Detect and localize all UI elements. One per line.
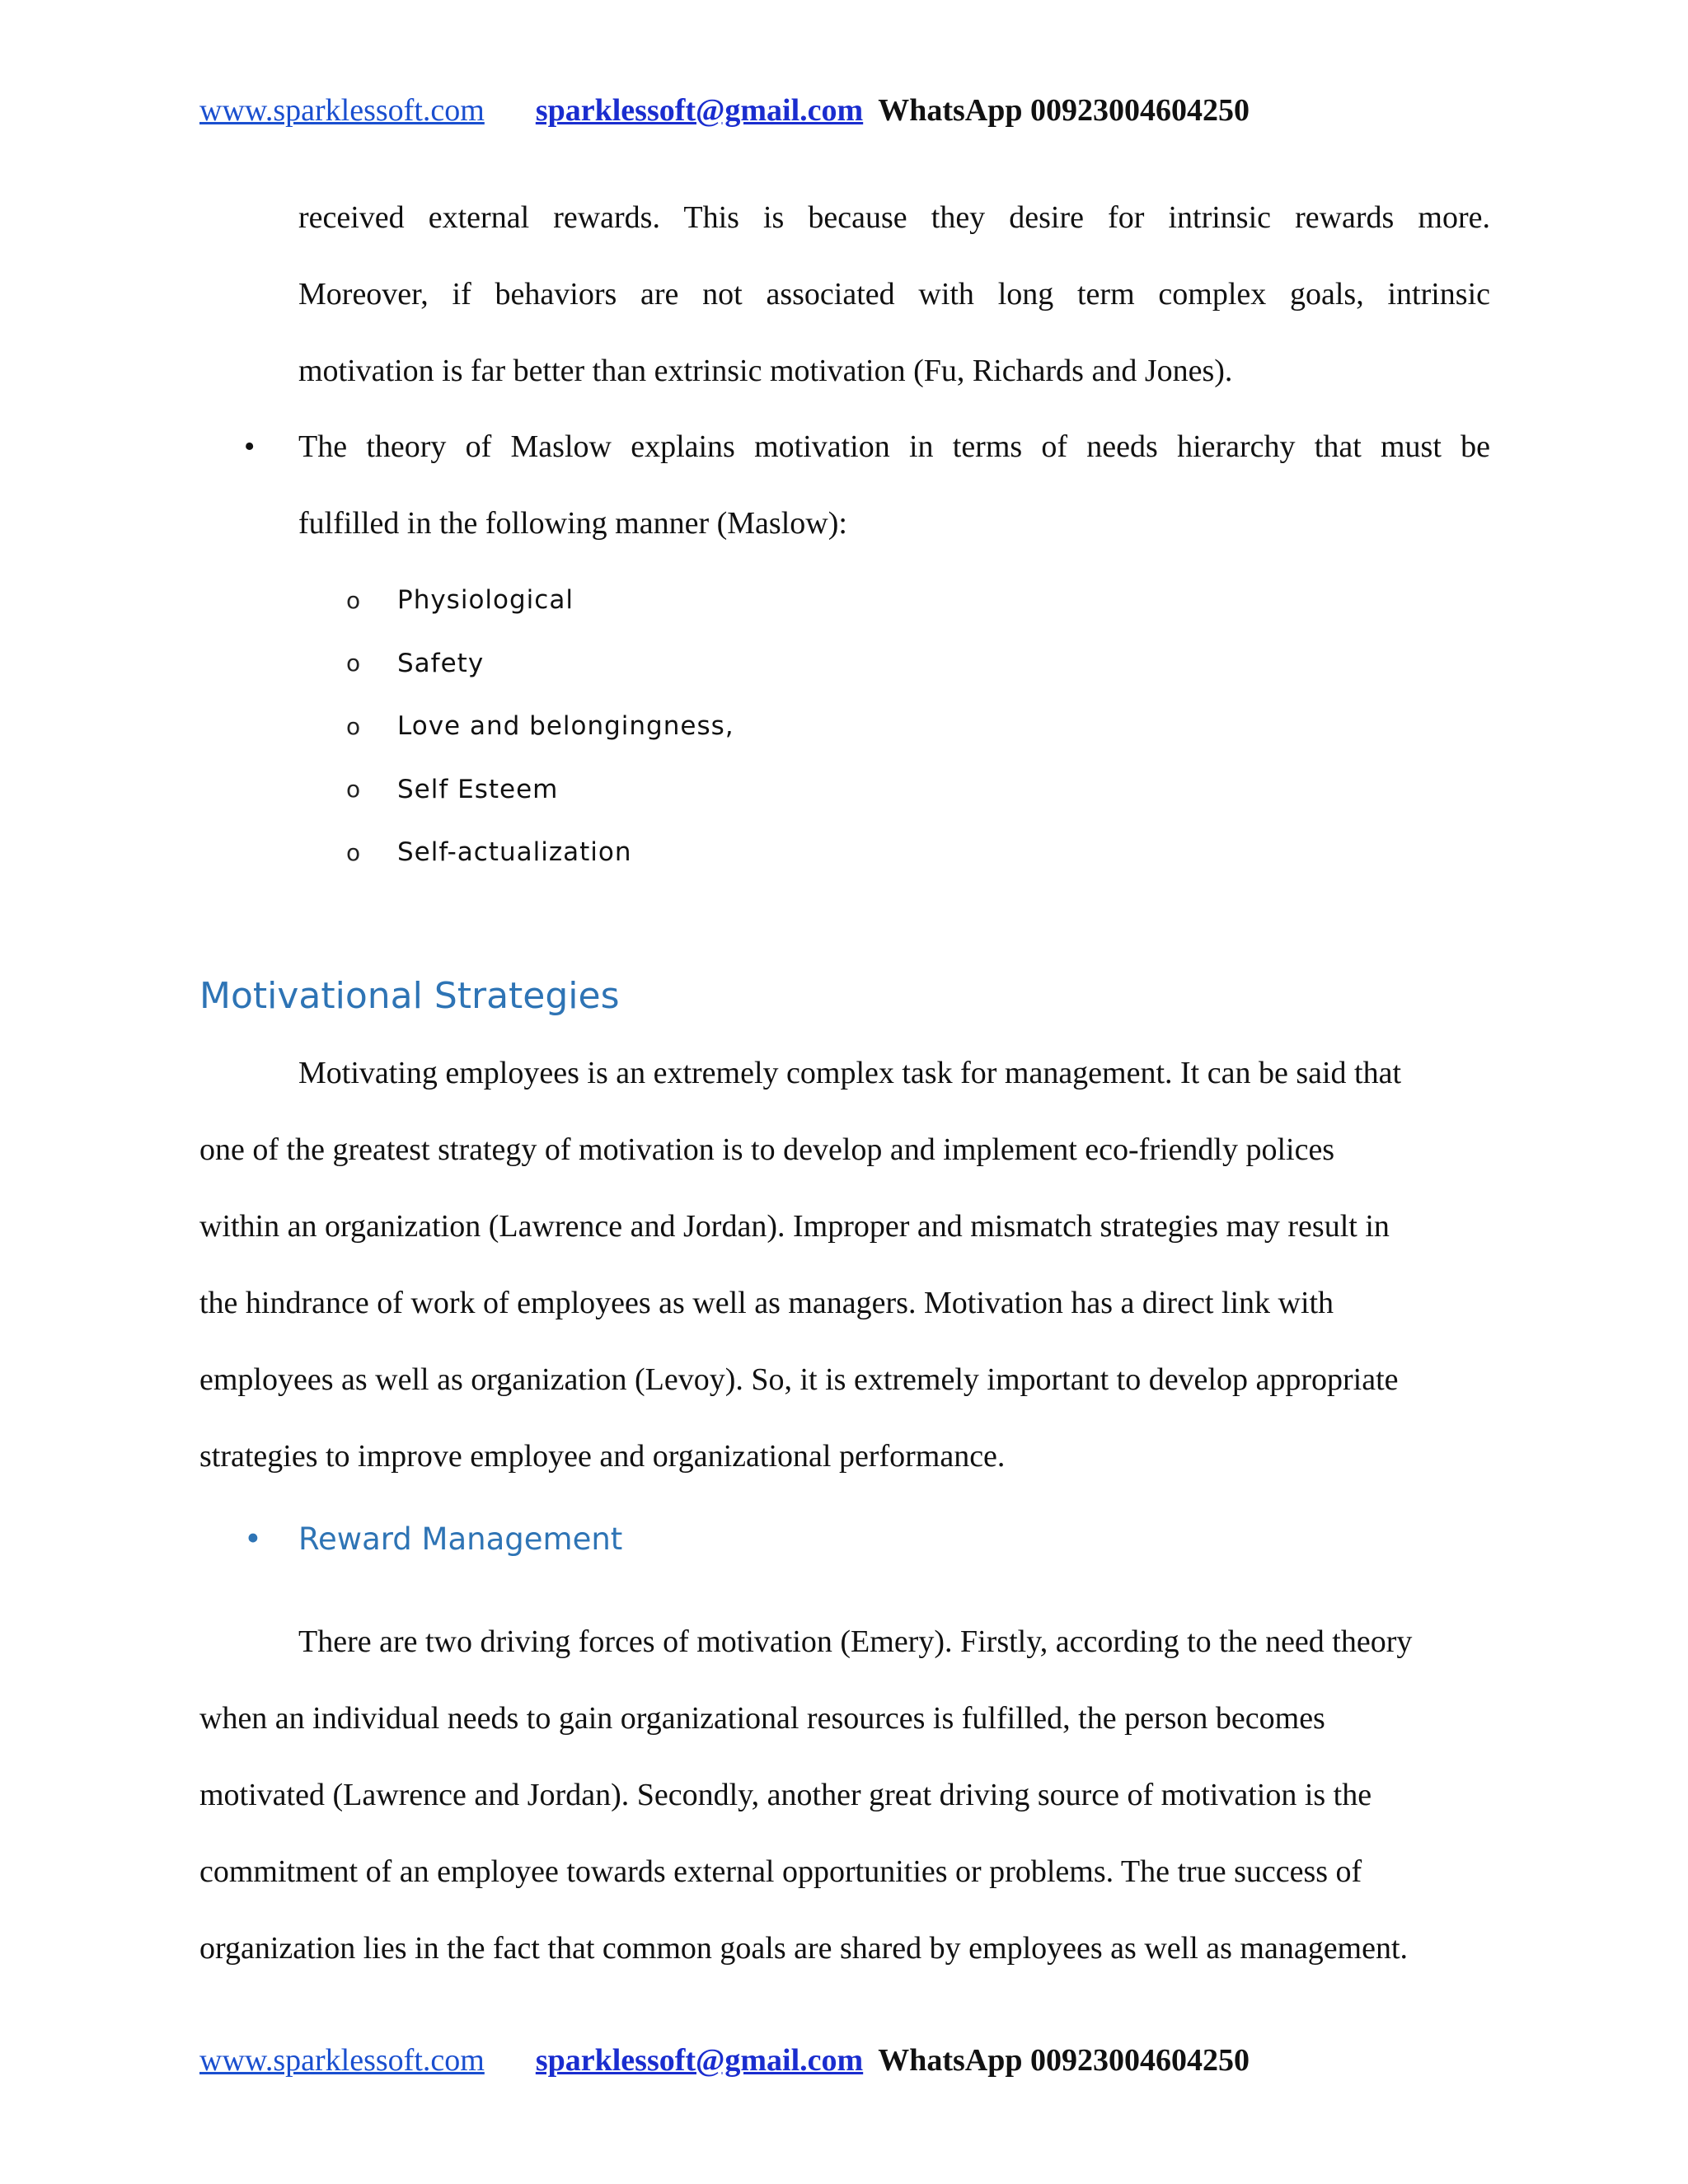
reward-line: There are two driving forces of motivation (Emery). Firstly, according to the need theory: [298, 1624, 1413, 1659]
reward-line: motivated (Lawrence and Jordan). Secondly, another great driving source of motivation is the: [199, 1778, 1372, 1812]
list-item: [346, 758, 734, 822]
maslow-line: The theory of Maslow explains motivation in terms of needs hierarchy that must be: [298, 429, 1490, 464]
circle-bullet-icon: o: [346, 776, 362, 804]
intro-line: Moreover, if behaviors are not associated with long term complex goals, intrinsic: [298, 277, 1490, 312]
strategies-line: strategies to improve employee and organizational performance.: [199, 1439, 1006, 1474]
strategies-line: the hindrance of work of employees as well as managers. Motivation has a direct link with: [199, 1286, 1334, 1320]
footer-email-link[interactable]: sparklessoft@gmail.com: [535, 2043, 864, 2078]
footer-website-link[interactable]: www.sparklessoft.com: [199, 2043, 485, 2078]
bullet-icon: •: [244, 429, 256, 464]
section-heading: Motivational Strategies: [199, 974, 620, 1017]
need-label: Self-actualization: [397, 837, 632, 868]
maslow-bullet-text: [298, 409, 1490, 562]
strategies-line: one of the greatest strategy of motivation is to develop and implement eco-friendly polices: [199, 1132, 1335, 1167]
header-email-link[interactable]: sparklessoft@gmail.com: [535, 93, 864, 128]
need-label: Love and belongingness,: [397, 711, 734, 742]
circle-bullet-icon: o: [346, 838, 362, 866]
intro-line: motivation is far better than extrinsic motivation (Fu, Richards and Jones).: [298, 354, 1233, 388]
intro-paragraph: [298, 180, 1490, 410]
header-whatsapp: WhatsApp 00923004604250: [878, 93, 1250, 128]
maslow-needs-list: [346, 569, 734, 884]
need-label: Physiological: [397, 585, 574, 616]
strategies-line: employees as well as organization (Levoy). So, it is extremely important to develop appropriate: [199, 1362, 1399, 1397]
page-header: [199, 92, 1518, 150]
reward-line: when an individual needs to gain organizational resources is fulfilled, the person becomes: [199, 1701, 1325, 1736]
reward-line: organization lies in the fact that common goals are shared by employees as well as management.: [199, 1931, 1409, 1966]
reward-paragraph: [199, 1604, 1518, 1987]
circle-bullet-icon: o: [346, 586, 362, 614]
page-footer: [199, 2042, 1518, 2100]
list-item: [346, 695, 734, 758]
circle-bullet-icon: o: [346, 712, 362, 740]
bullet-icon: •: [244, 1521, 262, 1557]
strategies-line: Motivating employees is an extremely complex task for management. It can be said that: [298, 1056, 1402, 1090]
circle-bullet-icon: o: [346, 649, 362, 677]
list-item: [346, 569, 734, 632]
intro-line: received external rewards. This is because they desire for intrinsic rewards more.: [298, 200, 1490, 235]
list-item: [346, 632, 734, 696]
strategies-line: within an organization (Lawrence and Jordan). Improper and mismatch strategies may result in: [199, 1209, 1390, 1244]
need-label: Safety: [397, 648, 485, 678]
reward-line: commitment of an employee towards external opportunities or problems. The true success of: [199, 1854, 1362, 1889]
reward-subheading-text: Reward Management: [298, 1521, 623, 1557]
maslow-line: fulfilled in the following manner (Maslow):: [298, 506, 847, 541]
need-label: Self Esteem: [397, 774, 559, 804]
strategies-paragraph: [199, 1035, 1518, 1495]
footer-whatsapp: WhatsApp 00923004604250: [878, 2043, 1250, 2078]
header-website-link[interactable]: www.sparklessoft.com: [199, 93, 485, 128]
list-item: [346, 821, 734, 884]
